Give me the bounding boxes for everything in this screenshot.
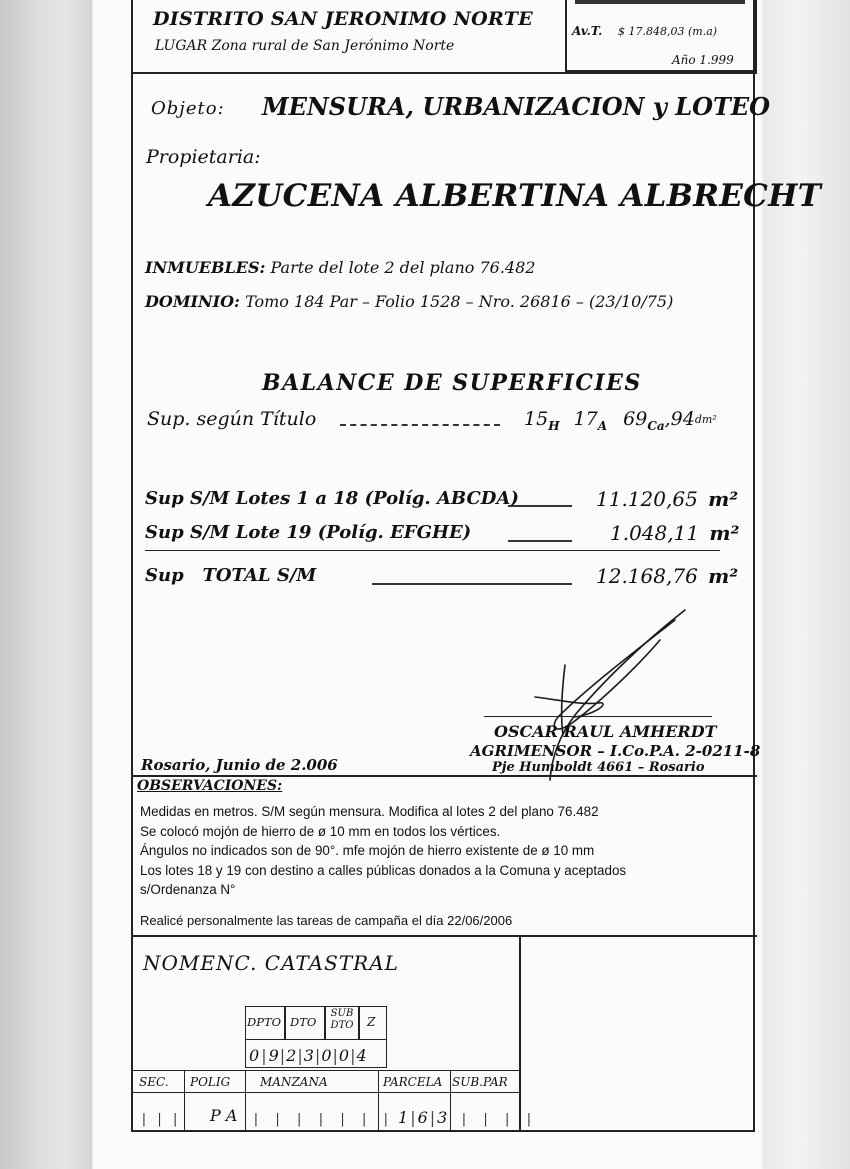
sec-tick-marks: | | | bbox=[140, 1112, 180, 1127]
year-label: Año 1.999 bbox=[672, 53, 734, 67]
code-digit: 4 bbox=[356, 1046, 367, 1065]
titulo-leader bbox=[340, 424, 500, 426]
observations-title: OBSERVACIONES: bbox=[137, 778, 283, 794]
parcela-digit: 1 bbox=[398, 1108, 409, 1127]
catastral-right-divider bbox=[519, 935, 521, 1131]
code-digit: 2 bbox=[286, 1046, 297, 1065]
row-lote19-number: 1.048,11 bbox=[610, 521, 700, 545]
manzana-tick-marks: | | | | | | | bbox=[252, 1112, 393, 1127]
total-unit: m² bbox=[708, 564, 739, 588]
bottom-col-sep bbox=[184, 1070, 185, 1130]
inmuebles-value: Parte del lote 2 del plano 76.482 bbox=[270, 258, 536, 277]
bottom-header-polig: POLIG bbox=[190, 1075, 231, 1089]
object-value: MENSURA, URBANIZACION y LOTEO bbox=[262, 92, 771, 121]
titulo-a: 17 bbox=[573, 408, 598, 430]
total-label: Sup TOTAL S/M bbox=[145, 565, 317, 586]
inmuebles-label: INMUEBLES: bbox=[145, 258, 266, 277]
code-header-z: Z bbox=[367, 1015, 376, 1029]
signer-title: AGRIMENSOR – I.Co.P.A. 2-0211-8 bbox=[470, 742, 761, 760]
scan-right-edge bbox=[763, 0, 850, 1169]
titulo-label: Sup. según Título bbox=[147, 408, 317, 430]
date-place: Rosario, Junio de 2.006 bbox=[141, 756, 338, 774]
titulo-h-unit: H bbox=[548, 419, 560, 433]
bottom-col-sep bbox=[450, 1070, 451, 1130]
tax-label: Av.T. bbox=[572, 24, 603, 38]
dominio-value: Tomo 184 Par – Folio 1528 – Nro. 26816 – (23/10/75) bbox=[245, 292, 674, 311]
signer-name: OSCAR RAUL AMHERDT bbox=[494, 722, 717, 741]
bottom-col-sep bbox=[245, 1070, 246, 1130]
observation-line: Medidas en metros. S/M según mensura. Modifica al lotes 2 del plano 76.482 bbox=[140, 804, 599, 819]
district-title: DISTRITO SAN JERONIMO NORTE bbox=[153, 8, 534, 30]
bottom-table-top bbox=[131, 1070, 521, 1071]
titulo-ca: 69 bbox=[623, 408, 648, 430]
bottom-header-sec: SEC. bbox=[139, 1075, 169, 1089]
dominio-label: DOMINIO: bbox=[145, 292, 240, 311]
code-digit: 0 bbox=[338, 1046, 350, 1065]
row-lote19-leader bbox=[508, 540, 572, 542]
code-digit: 0 bbox=[249, 1046, 260, 1065]
row-lote19-value bbox=[610, 521, 739, 545]
bottom-table-mid bbox=[131, 1092, 521, 1093]
subpar-tick-marks: | | | | bbox=[460, 1112, 536, 1127]
catastral-divider bbox=[131, 935, 757, 937]
row-lotes-leader bbox=[508, 505, 572, 507]
signature-stroke-2 bbox=[554, 620, 675, 729]
row-lotes-unit: m² bbox=[708, 487, 739, 511]
code-digit: 9 bbox=[268, 1046, 279, 1065]
observation-line: Se colocó mojón de hierro de ø 10 mm en todos los vértices. bbox=[140, 823, 501, 839]
titulo-dm-unit: dm² bbox=[694, 413, 717, 426]
signer-address: Pje Humboldt 4661 – Rosario bbox=[492, 760, 705, 775]
code-digit: 0 bbox=[321, 1046, 332, 1065]
balance-title: BALANCE DE SUPERFICIES bbox=[262, 370, 642, 396]
header-divider bbox=[131, 72, 757, 74]
object-label: Objeto: bbox=[151, 98, 225, 119]
row-lotes-value bbox=[596, 487, 738, 511]
signature-line bbox=[484, 716, 712, 717]
titulo-h: 15 bbox=[524, 408, 549, 430]
tax-box-cut-line bbox=[575, 0, 745, 4]
polig-value: P A bbox=[210, 1106, 238, 1125]
total-number: 12.168,76 bbox=[596, 564, 698, 588]
bottom-header-parcela: PARCELA bbox=[383, 1075, 443, 1089]
parcela-digits: 1 | 6 | 3 bbox=[398, 1108, 448, 1127]
balance-sum-line bbox=[145, 550, 720, 551]
place-line: LUGAR Zona rural de San Jerónimo Norte bbox=[155, 38, 455, 54]
observations-divider bbox=[131, 775, 757, 777]
total-value bbox=[596, 564, 738, 588]
observation-line: s/Ordenanza N° bbox=[140, 882, 236, 897]
dominio-line bbox=[145, 292, 673, 311]
observations-list bbox=[140, 802, 626, 900]
row-lotes-number: 11.120,65 bbox=[596, 487, 698, 511]
bottom-header-manzana: MANZANA bbox=[260, 1075, 328, 1089]
row-lote19-label: Sup S/M Lote 19 (Políg. EFGHE) bbox=[145, 522, 472, 543]
parcela-digit: 3 bbox=[437, 1108, 448, 1127]
titulo-dm: ,94 bbox=[664, 408, 695, 430]
parcela-digit: 6 bbox=[417, 1108, 428, 1127]
titulo-a-unit: A bbox=[597, 419, 608, 433]
observation-line: Ángulos no indicados son de 90°. mfe mojón de hierro existente de ø 10 mm bbox=[140, 843, 595, 858]
titulo-ca-unit: Ca bbox=[647, 419, 665, 433]
total-leader bbox=[372, 583, 572, 585]
code-header-dpto: DPTO bbox=[247, 1015, 282, 1029]
scan-left-edge bbox=[0, 0, 92, 1169]
observation-line: Los lotes 18 y 19 con destino a calles públicas donados a la Comuna y aceptados bbox=[140, 862, 627, 878]
inmuebles-line bbox=[145, 258, 535, 277]
campaign-note: Realicé personalmente las tareas de campaña el día 22/06/2006 bbox=[140, 913, 513, 928]
code-header-subdto: SUB DTO bbox=[330, 1008, 354, 1031]
row-lote19-unit: m² bbox=[709, 521, 740, 545]
tax-value: $ 17.848,03 (m.a) bbox=[618, 25, 718, 38]
bottom-header-subpar: SUB.PAR bbox=[452, 1075, 508, 1089]
code-digit: 3 bbox=[303, 1046, 314, 1065]
code-header-dto: DTO bbox=[290, 1015, 317, 1029]
catastral-title: NOMENC. CATASTRAL bbox=[143, 951, 399, 975]
owner-label: Propietaria: bbox=[146, 146, 261, 168]
code-digits: 0 | 9|2|3|0|0|4 bbox=[249, 1046, 367, 1065]
owner-name: AZUCENA ALBERTINA ALBRECHT bbox=[208, 178, 822, 214]
row-lotes-label: Sup S/M Lotes 1 a 18 (Políg. ABCDA) bbox=[145, 488, 519, 509]
titulo-value bbox=[524, 408, 717, 433]
